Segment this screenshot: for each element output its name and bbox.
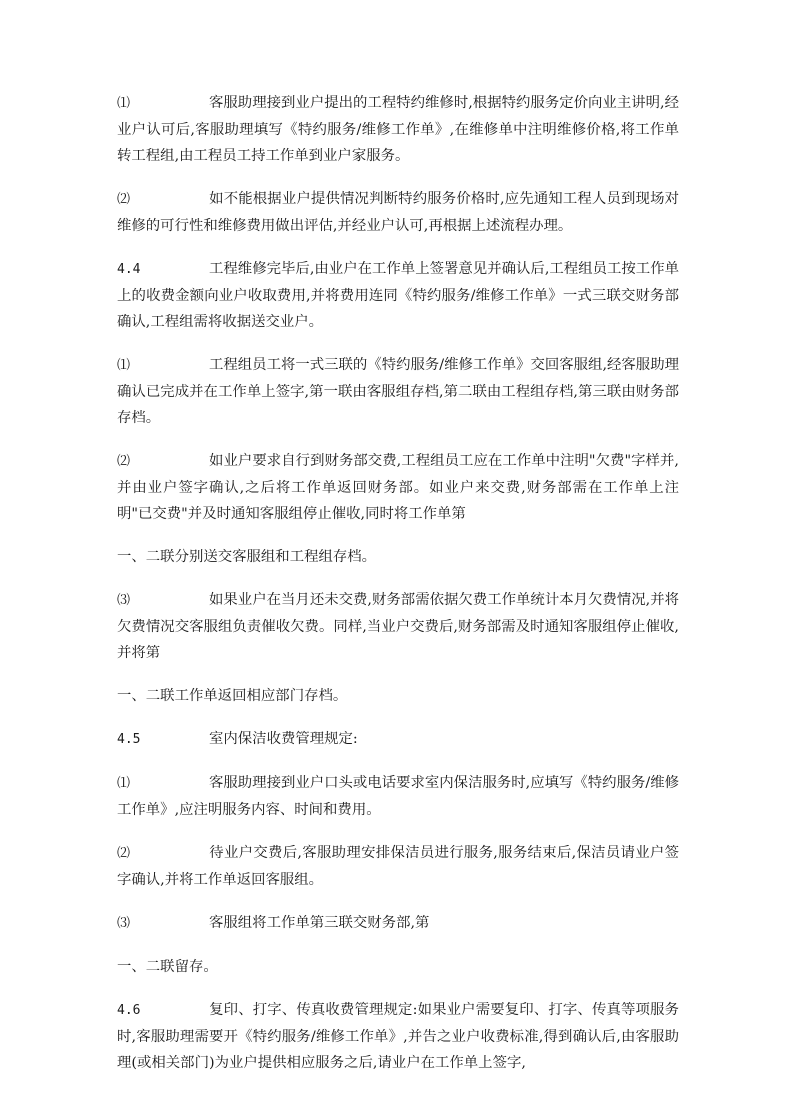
paragraph-text: 待业户交费后,客服助理安排保洁员进行服务,服务结束后,保洁员请业户签字确认,并将工作单返回客服组。 xyxy=(117,845,679,888)
paragraph-text: 客服助理接到业户口头或电话要求室内保洁服务时,应填写《特约服务/维修工作单》,应注明服务内容、时间和费用。 xyxy=(117,775,679,818)
paragraph xyxy=(117,448,679,527)
paragraph-number: 4.6 xyxy=(117,1003,141,1018)
paragraph-text: 一、二联分别送交客服组和工程组存档。 xyxy=(117,549,377,565)
paragraph-text: 室内保洁收费管理规定: xyxy=(209,731,358,747)
paragraph xyxy=(117,544,679,570)
paragraph-number: ⑴ xyxy=(117,96,131,111)
paragraph-number: ⑵ xyxy=(117,192,131,207)
paragraph-number: 4.5 xyxy=(117,732,141,747)
paragraph xyxy=(117,840,679,893)
paragraph-text: 如业户要求自行到财务部交费,工程组员工应在工作单中注明"欠费"字样并,并由业户签字确认,之后将工作单返回财务部。如业户来交费,财务部需在工作单上注明"已交费"并及时通知客服组停止催收,同时将工作单第 xyxy=(117,453,679,522)
paragraph xyxy=(117,770,679,823)
paragraph-text: 如果业户在当月还未交费,财务部需依据欠费工作单统计本月欠费情况,并将欠费情况交客服组负责催收欠费。同样,当业户交费后,财务部需及时通知客服组停止催收,并将第 xyxy=(117,592,679,661)
paragraph xyxy=(117,587,679,666)
paragraph-text: 工程维修完毕后,由业户在工作单上签署意见并确认后,工程组员工按工作单上的收费金额向业户收取费用,并将费用连同《特约服务/维修工作单》一式三联交财务部确认,工程组需将收据送交业户。 xyxy=(117,261,679,330)
paragraph-number: ⑶ xyxy=(117,593,131,608)
paragraph xyxy=(117,90,679,169)
paragraph xyxy=(117,954,679,980)
paragraph-number: ⑴ xyxy=(117,358,131,373)
paragraph-number: ⑴ xyxy=(117,776,131,791)
paragraph xyxy=(117,910,679,937)
paragraph-number: ⑵ xyxy=(117,454,131,469)
paragraph-number: 4.4 xyxy=(117,262,141,277)
document-body xyxy=(117,90,679,1093)
paragraph xyxy=(117,726,679,753)
paragraph-text: 客服助理接到业户提出的工程特约维修时,根据特约服务定价向业主讲明,经业户认可后,客服助理填写《特约服务/维修工作单》,在维修单中注明维修价格,将工作单转工程组,由工程员工持工作单到业户家服务。 xyxy=(117,95,679,164)
paragraph xyxy=(117,352,679,431)
paragraph-text: 如不能根据业户提供情况判断特约服务价格时,应先通知工程人员到现场对维修的可行性和维修费用做出评估,并经业户认可,再根据上述流程办理。 xyxy=(117,191,679,234)
paragraph xyxy=(117,256,679,335)
paragraph xyxy=(117,186,679,239)
paragraph-text: 一、二联工作单返回相应部门存档。 xyxy=(117,688,348,704)
paragraph-text: 工程组员工将一式三联的《特约服务/维修工作单》交回客服组,经客服助理确认已完成并在工作单上签字,第一联由客服组存档,第二联由工程组存档,第三联由财务部存档。 xyxy=(117,357,679,426)
paragraph-text: 客服组将工作单第三联交财务部,第 xyxy=(209,915,430,931)
paragraph-text: 一、二联留存。 xyxy=(117,959,218,975)
paragraph-text: 复印、打字、传真收费管理规定:如果业户需要复印、打字、传真等项服务时,客服助理需要开《特约服务/维修工作单》,并告之业户收费标准,得到确认后,由客服助理(或相关部门)为业户提供相应服务之后,请业户在工作单上签字, xyxy=(117,1002,679,1071)
paragraph-number: ⑶ xyxy=(117,916,131,931)
paragraph-number: ⑵ xyxy=(117,846,131,861)
paragraph xyxy=(117,997,679,1076)
paragraph xyxy=(117,683,679,709)
